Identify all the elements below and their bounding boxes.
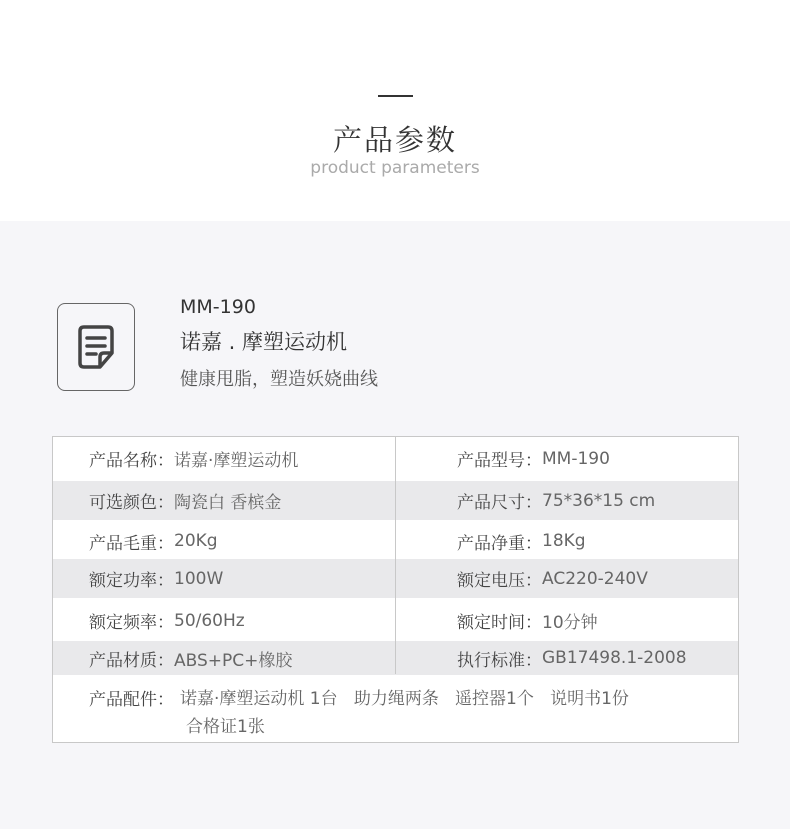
spec-label: 额定功率： bbox=[89, 571, 174, 591]
accessories-line-2: 合格证1张 bbox=[186, 717, 265, 737]
spec-label: 额定时间： bbox=[457, 613, 542, 633]
spec-left bbox=[89, 598, 245, 643]
spec-left bbox=[89, 641, 292, 675]
spec-left bbox=[89, 520, 218, 562]
spec-left bbox=[89, 559, 223, 598]
spec-table bbox=[52, 436, 739, 743]
spec-label: 产品毛重： bbox=[89, 533, 174, 554]
spec-value: 75*36*15 cm bbox=[542, 490, 656, 511]
page-title: 产品参数 bbox=[332, 123, 457, 157]
spec-value: 18Kg bbox=[542, 531, 586, 551]
spec-value: MM-190 bbox=[542, 448, 610, 469]
spec-label: 产品尺寸： bbox=[457, 493, 542, 513]
spec-right bbox=[457, 598, 598, 643]
spec-value: ABS+PC+橡胶 bbox=[174, 650, 293, 671]
spec-value: 诺嘉·摩塑运动机 bbox=[174, 451, 299, 471]
spec-left bbox=[89, 481, 281, 520]
spec-right bbox=[457, 437, 610, 480]
product-model: MM-190 bbox=[180, 296, 256, 318]
spec-label: 产品材质： bbox=[89, 650, 174, 671]
document-edit-icon-svg bbox=[76, 323, 116, 371]
spec-value: 100W bbox=[174, 568, 224, 589]
spec-right bbox=[457, 520, 586, 562]
column-divider bbox=[395, 437, 396, 674]
spec-left bbox=[89, 437, 298, 480]
accessories-value bbox=[180, 685, 700, 741]
spec-label: 额定电压： bbox=[457, 571, 542, 591]
spec-value: 陶瓷白 香槟金 bbox=[174, 493, 282, 513]
spec-value: 50/60Hz bbox=[174, 610, 245, 631]
spec-label: 额定频率： bbox=[89, 613, 174, 633]
header-section bbox=[0, 0, 790, 221]
spec-right bbox=[457, 481, 655, 520]
title-divider bbox=[378, 95, 413, 97]
spec-right bbox=[457, 559, 648, 598]
spec-label: 可选颜色： bbox=[89, 493, 174, 513]
spec-label: 产品名称： bbox=[89, 451, 174, 471]
spec-value: GB17498.1-2008 bbox=[542, 648, 687, 668]
spec-section bbox=[0, 221, 790, 829]
spec-label: 执行标准： bbox=[457, 650, 542, 671]
accessories-line-1: 诺嘉·摩塑运动机 1台 助力绳两条 遥控器1个 说明书1份 bbox=[180, 689, 629, 709]
spec-label: 产品型号： bbox=[457, 451, 542, 471]
product-tagline: 健康甩脂，塑造妖娆曲线 bbox=[180, 369, 378, 390]
product-name: 诺嘉 . 摩塑运动机 bbox=[180, 330, 348, 354]
accessories-label: 产品配件： bbox=[89, 690, 174, 710]
spec-label: 产品净重： bbox=[457, 533, 542, 554]
document-edit-icon bbox=[57, 303, 135, 391]
page-subtitle: product parameters bbox=[310, 158, 480, 178]
spec-value: 10分钟 bbox=[542, 613, 598, 633]
spec-right bbox=[457, 641, 687, 675]
spec-value: AC220-240V bbox=[542, 568, 648, 589]
spec-value: 20Kg bbox=[174, 531, 218, 551]
